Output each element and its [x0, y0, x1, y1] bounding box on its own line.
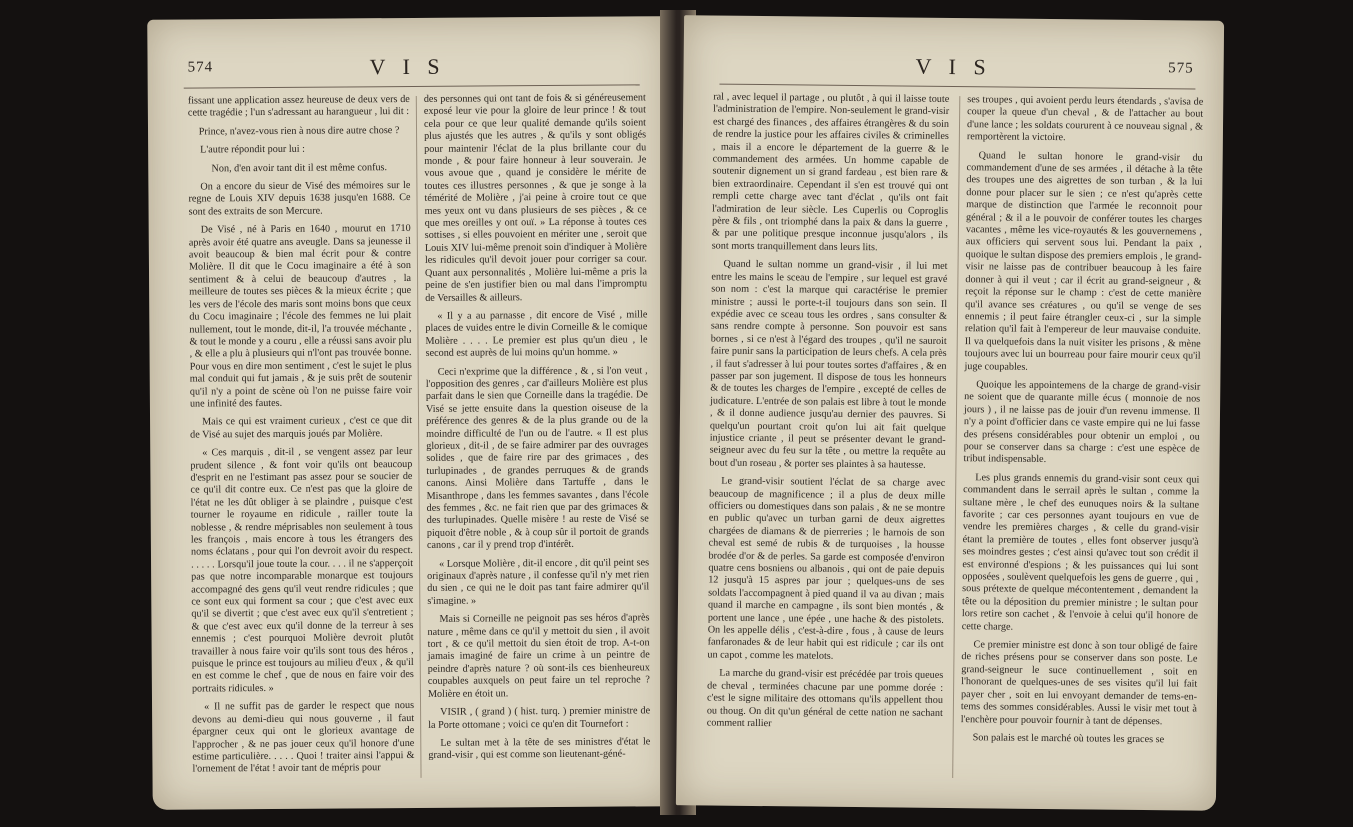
verse-line: Non, d'en avoir tant dit il est même confus.: [211, 161, 388, 175]
right-page-number: 575: [1168, 60, 1194, 77]
paragraph: La marche du grand-visir est précédée par trois queues de cheval , terminées chacune par une pomme dorée : c'est le signe militaire des ottomans qu'ils appellent thou ou thoug. On dit qu'un général de cette nation ne sachant comment rallier: [706, 667, 944, 730]
left-page-number: 574: [187, 59, 214, 76]
verse-line: Prince, n'avez-vous rien à nous dire autre chose ?: [198, 124, 400, 138]
paragraph: De Visé , né à Paris en 1640 , mourut en 1710 après avoir été quatre ans aveugle. Dans sa jeunesse il avoit beaucoup & bien mal écrit pour & contre Molière. Il dit que le Cocu imaginaire a été à son sentiment & à celui de beaucoup d'autres , la meilleure de toutes ses pièces & la mieux écrite ; que les vers de l'école des maris sont moins bons que ceux du Cocu imaginaire ; l'école des femmes ne lui plait nullement, tout le monde, dit-il, l'a trouvée méchante , & tout le monde y a couru , elle a réussi sans avoir plu , & elle a plu à plusieurs qui n'l'ont pas trouvée bonne. Pour vous en dire mon sentiment , c'est le sujet le plus mal conduit qui fut jamais , & je suis prêt de soutenir qu'il n'y a point de scène où l'on ne puisse faire voir une infinité des fautes.: [188, 223, 412, 410]
paragraph: « Il y a au parnasse , dit encore de Visé , mille places de vuides entre le divin Corneille & le comique Molière . . . . Le premier est plus qu'un dieu , le second est auprès de lui moins qu'un homme. »: [425, 309, 648, 360]
left-column-1: [188, 94, 415, 782]
paragraph: Quoique les appointemens de la charge de grand-visir ne soient que de quarante mille écus ( monnoie de nos jours ) , il ne laisse pas de jouir d'un revenu immense. Il n'y a point d'officier dans ce vaste empire qui ne lui fasse des présens considérables pour obtenir un emploi , ou pour se conserver dans sa charge : c'est une espèce de tribut indispensable.: [963, 379, 1201, 466]
paragraph: « Ces marquis , dit-il , se vengent assez par leur prudent silence , & font voir qu'ils ont beaucoup d'esprit en ne l'estimant pas assez pour se soucier de ce qu'il dit contre eux. Ce n'est pas que la gloire de l'état ne les dût obliger à se plaindre , puisque c'est tourner le royaume en ridicule , railler toute la noblesse , & rendre méprisables non seulement à tous les françois , mais encore à tous les étrangers des noms éclatans , pour qui l'on devroit avoir du respect. . . . . . Lorsqu'il joue toute la cour. . . . il ne s'apperçoit pas que notre incomparable monarque est toujours accompagné des gens qu'il veut rendre ridicules ; que ce sont eux qui forment sa cour ; que c'est avec eux qu'il se divertit ; que c'est avec eux qu'il s'entretient ; & que c'est avec eux qu'il donne de la terreur à ses ennemis ; c'est pourquoi Molière devroit plutôt travailler à nous faire voir qu'ils sont tous des héros , puisque le prince est toujours au milieu d'eux , & qu'il en est comme le chef , que de nous en faire voir des portraits ridicules. »: [190, 446, 414, 695]
right-page-header: [683, 51, 1223, 87]
paragraph: Le sultan met à la tête de ses ministres d'état le grand-visir , qui est comme son lieutenant-géné-: [428, 736, 651, 762]
paragraph: Mais si Corneille ne peignoit pas ses héros d'après nature , même dans ce qu'il y mettoit du sien , il avoit tort , & ce qu'il mettoit du sien étoit de trop. A-t-on jamais imaginé de faire un crime à un peintre de peindre d'après nature ? où sont-ils ces bienheureux coupables auxquels on peut faire un tel reproche ? Molière en étoit un.: [427, 612, 650, 700]
paragraph: Son palais est le marché où toutes les graces se: [972, 732, 1165, 746]
paragraph: ral , avec lequel il partage , ou plutôt , à qui il laisse toute l'administration de l'empire. Non-seulement le grand-visir est chargé des finances , des affaires étrangères & du soin de rendre la justice pour les affaires civiles & criminelles , mais il a encore le département de la guerre & le commandement des armées. Un homme capable de soutenir dignement un si grand fardeau , est bien rare & bien extraordinaire. Cependant il s'en est trouvé qui ont rempli cette charge avec tant d'éclat , qu'ils ont fait l'admiration de leur siècle. Les Cuperlis ou Coproglis père & fils , ont triomphé dans la paix & dans la guerre , & par une politique presque inconnue jusqu'alors , ils sont morts tranquillement dans leurs lits.: [711, 91, 950, 254]
paragraph: des personnes qui ont tant de fois & si généreusement exposé leur vie pour la gloire de leur prince ! & tout cela pour ce que leur qualité demande qu'ils soient plus ajustés que les autres , & qu'ils y sont obligés pour maintenir l'éclat de la plus brillante cour du monde , & pour faire honneur à leur souverain. Je vous avoue que , quand je considère le mérite de toutes ces illustres personnes , & que je songe à la témérité de Molière , j'ai peine à croire tout ce que mes yeux ont vu dans plusieurs de ses pièces , & ce que mes oreilles y ont ouï. » La réponse à toutes ces sottises , si elles pouvoient en mériter une , seroit que Louis XIV lui-même prenoit soin d'indiquer à Molière les ridicules qu'il devoit jouer pour corriger sa cour. Quant aux personnalités , Molière lui-même a pris la peine de s'en justifier bien ou mal dans l'impromptu de Versailles & ailleurs.: [423, 92, 648, 304]
left-column-2: [424, 92, 651, 768]
paragraph: « Lorsque Molière , dit-il encore , dit qu'il peint ses originaux d'après nature , il confesse qu'il n'y met rien du sien , ce qui ne le doit pas tant faire admirer qu'il s'imagine. »: [427, 556, 650, 607]
right-column-2: [960, 94, 1203, 753]
right-page: [676, 15, 1224, 811]
right-column-1: [707, 92, 950, 739]
paragraph: Quand le sultan nomme un grand-visir , il lui met entre les mains le sceau de l'empire , sur lequel est gravé son nom : c'est la marque qui caractérise le premier ministre ; aussi le porte-t-il toujours dans son sein. Il expédie avec ce sceau tous les ordres , sans consulter & sans rendre compte à personne. Son pouvoir est sans bornes , si ce n'est à l'égard des troupes , qu'il ne sauroit faire punir sans la participation de leurs chefs. A cela près , il faut s'adresser à lui pour toutes sortes d'affaires , & en passer par son jugement. Il dispose de tous les honneurs & de toutes les charges de l'empire , excepté de celles de judicature. L'entrée de son palais est libre à tout le monde , & il donne audience jusqu'au dernier des pauvres. Si quelqu'un pourtant croit qu'on lui ait fait quelque injustice criante , il peut se présenter devant le grand-seigneur avec du feu sur la tête , ou mettre la requête au bout d'un roseau , & porter ses plaintes à sa hautesse.: [709, 258, 948, 471]
paragraph: Le grand-visir soutient l'éclat de sa charge avec beaucoup de magnificence ; il a plus de deux mille officiers ou domestiques dans son palais , & ne se montre en public qu'avec un turban garni de deux aigrettes chargées de diamans & de pierreries ; le harnois de son cheval est semé de rubis & de turquoises , la housse brodée d'or & de perles. Sa garde est composée d'environ quatre cens bosniens ou albanois , qui ont de paie depuis 12 jusqu'à 15 aspres par jour ; quelques-uns de ses soldats l'accompagnent à pied quand il va au divan ; mais quand il marche en campagne , ils sont bien montés , & portent une lance , une épée , une hache & des pistolets. On les appelle délis , c'est-à-dire , fous , à cause de leurs fanfaronades & de leur habit qui est ridicule ; car ils ont un capot , comme les matelots.: [707, 475, 946, 662]
paragraph: ses troupes , qui avoient perdu leurs étendards , s'avisa de couper la queue d'un cheval , & de l'attacher au bout d'une lance ; les soldats coururent à ce nouveau signal , & remportèrent la victoire.: [966, 94, 1204, 144]
paragraph: Ce premier ministre est donc à son tour obligé de faire de riches présens pour se conserver dans son poste. Le grand-seigneur le suce continuellement , soit en l'honorant de quelques-unes de ses visites qu'il lui fait payer cher , soit en lui envoyant demander de tems-en-tems des sommes considérables. Aussi le visir met tout à l'enchère pour pouvoir fournir à tant de dépenses.: [960, 639, 1198, 727]
paragraph: On a encore du sieur de Visé des mémoires sur le regne de Louis XIV depuis 1638 jusqu'en 1688. Ce sont des extraits de son Mercure.: [188, 180, 411, 218]
right-running-title: V I S: [915, 53, 992, 80]
paragraph: Mais ce qui est vraiment curieux , c'est ce que dit de Visé au sujet des marquis joués par Molière.: [190, 415, 413, 441]
left-page-header: [148, 52, 668, 86]
paragraph: Ceci n'exprime que la différence , & , si l'on veut , l'opposition des genres , car d'ailleurs Molière est plus parfait dans le sien que Corneille dans la tragédie. De Visé se jette ensuite dans la question oiseuse de la préférence des genres & de la plus grande ou de la moindre difficulté de l'un ou de l'autre. « Il est plus glorieux , dit-il , de se faire admirer par des ouvrages solides , que de faire rire par des grimaces , des turlupinades , de grandes perruques & de grands canons. Ainsi Molière dans Tartuffe , dans le Misanthrope , dans les femmes savantes , dans l'école des femmes , &c. ne fait rien que par des grimaces & des turlupinades. Quelle misère ! au reste de Visé se piquoit d'être noble , & à coup sûr il portoit de grands canons , car il y prend trop d'intérêt.: [425, 364, 649, 552]
left-column-separator: [416, 96, 422, 778]
paragraph: « Il ne suffit pas de garder le respect que nous devons au demi-dieu qui nous gouverne , il faut épargner ceux qui ont le glorieux avantage de l'approcher , & ne pas jouer ceux qu'il honore d'une estime particulière. . . . . Quoi ! traiter ainsi l'appui & l'ornement de l'état ! avoir tant de mépris pour: [192, 700, 415, 775]
paragraph: L'autre répondit pour lui :: [200, 143, 306, 156]
paragraph: fissant une application assez heureuse de deux vers de cette tragédie ; l'un s'adressant au harangueur , lui dit :: [187, 93, 410, 119]
paragraph: Les plus grands ennemis du grand-visir sont ceux qui commandent dans le serrail après le sultan , comme la sultane mère , le chef des eunuques noirs & la sultane favorite ; car ces personnes ayant toujours en vue de vendre les premières charges , & celle du grand-visir étant la première de toutes , elles font observer jusqu'à ses moindres gestes ; c'est ainsi qu'avec tout son crédit il est environné d'espions ; & les puissances qui lui sont opposées , soulèvent quelquefois les gens de guerre , qui , sous prétexte de quelque mécontentement , demandent la tête ou la déposition du premier ministre ; le sultan pour lors retire son cachet , & l'envoie à celui qu'il honore de cette charge.: [961, 472, 1200, 633]
entry-heading-paragraph: VISIR , ( grand ) ( hist. turq. ) premier ministre de la Porte ottomane ; voici ce qu'en dit Tournefort :: [428, 705, 651, 731]
left-running-title: V I S: [369, 53, 446, 80]
right-column-separator: [952, 96, 960, 778]
left-page: [147, 16, 673, 810]
paragraph: Quand le sultan honore le grand-visir du commandement d'une de ses armées , il détache à la tête des troupes une des aigrettes de son turban , & la lui donne pour placer sur le sien ; ce n'est qu'après cette marque de distinction que l'armée le reconnoit pour général ; & il a le pouvoir de conférer toutes les charges vacantes , même les vice-royautés & les gouvernemens , aux officiers qui servent sous lui. Pendant la paix , quoique le sultan dispose des premiers emplois , le grand-visir ne laisse pas de contribuer beaucoup à les faire donner à qui il veut ; car il écrit au grand-seigneur , & reçoit la réponse sur le champ : c'est de cette manière qu'il avance ses créatures , ou qu'il se venge de ses ennemis ; il peut faire étrangler ceux-ci , sur la simple relation qu'il fait à l'empereur de leur mauvaise conduite. Il va quelquefois dans la nuit visiter les prisons , & mène toujours avec lui un bourreau pour faire mourir ceux qu'il juge coupables.: [964, 149, 1203, 373]
